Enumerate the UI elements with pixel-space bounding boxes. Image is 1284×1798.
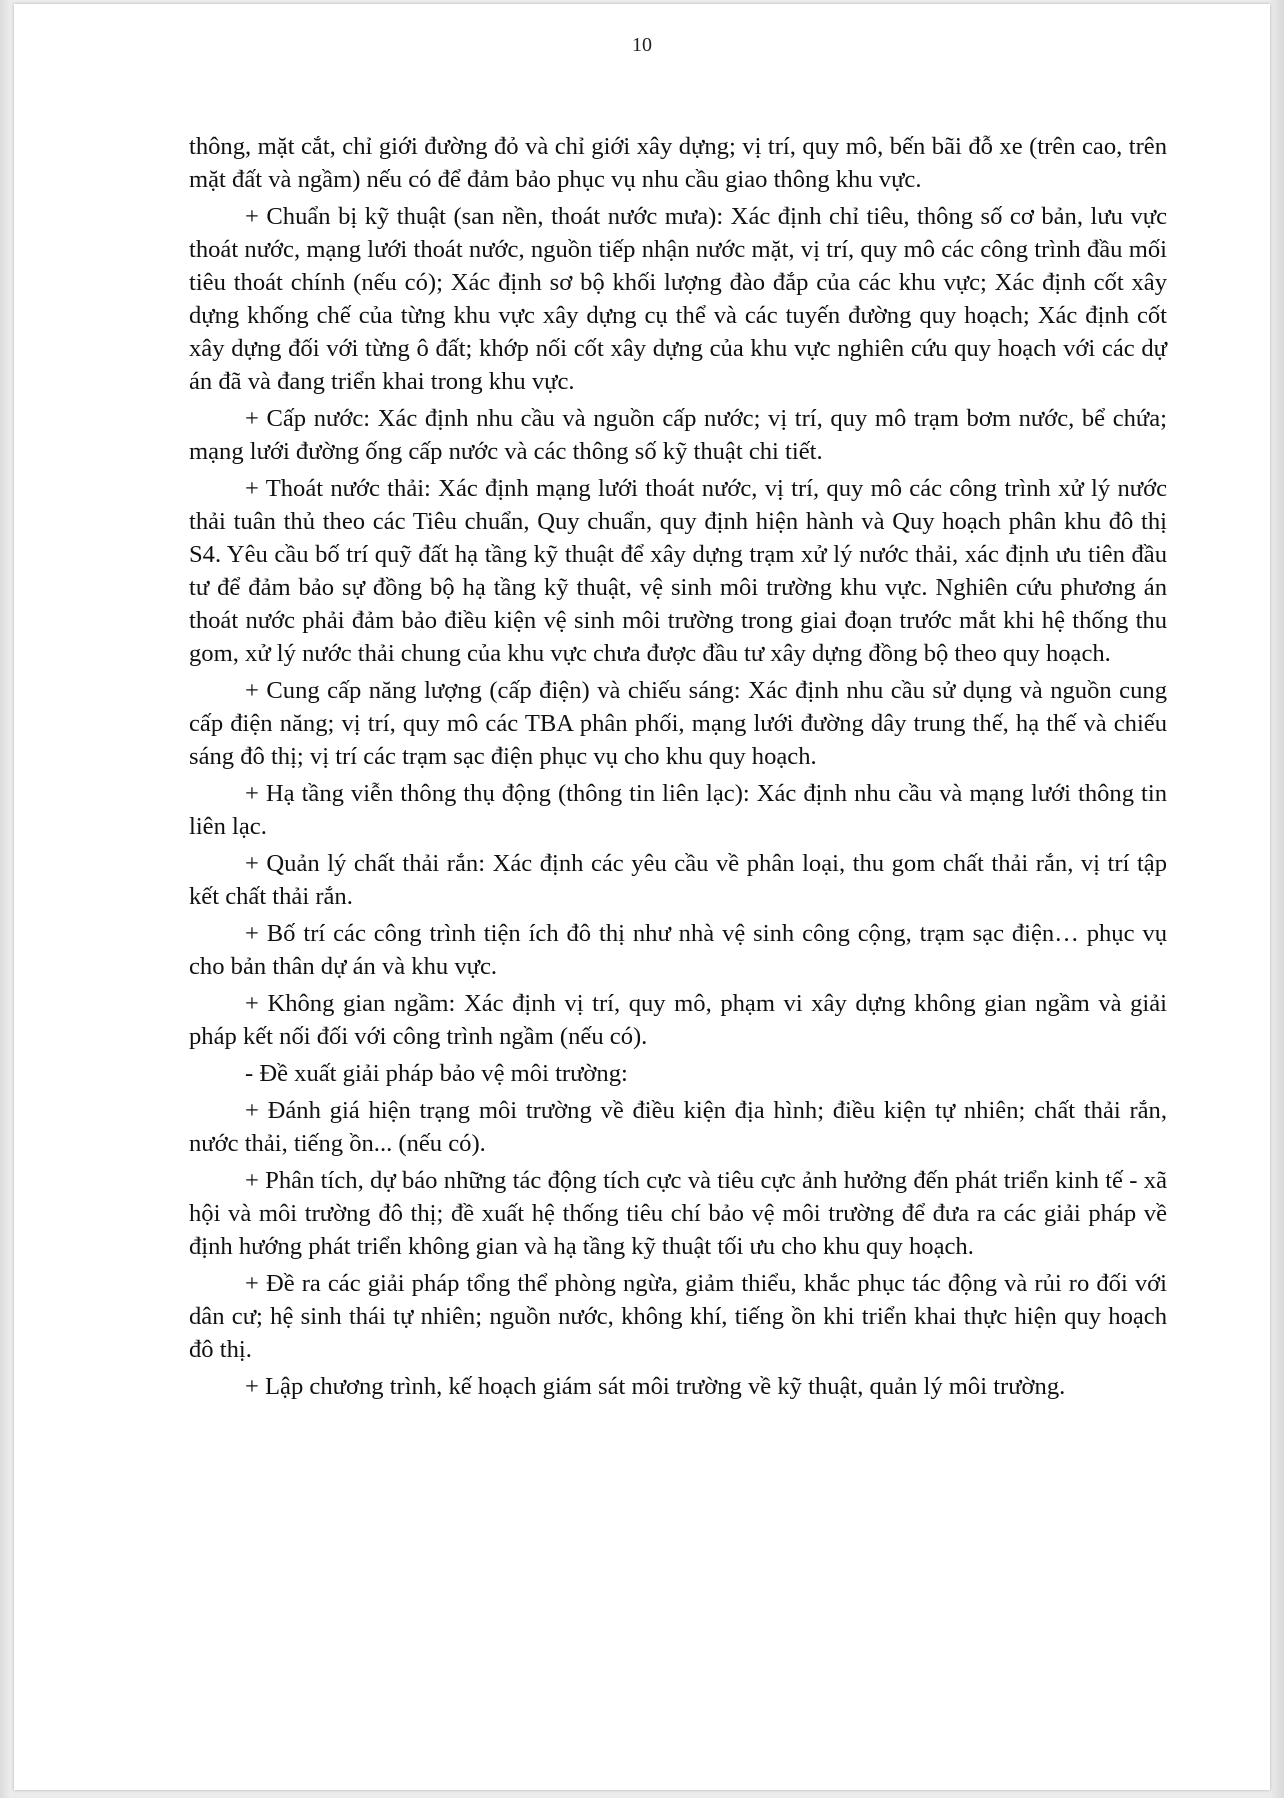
page-number: 10 (632, 34, 652, 56)
paragraph-urban-utilities: + Bố trí các công trình tiện ích đô thị như nhà vệ sinh công cộng, trạm sạc điện… phục vụ cho bản thân dự án và khu vực. (189, 920, 1167, 980)
paragraph-solid-waste: + Quản lý chất thải rắn: Xác định các yêu cầu về phân loại, thu gom chất thải rắn, vị trí tập kết chất thải rắn. (189, 850, 1167, 910)
paragraph-monitoring-plan: + Lập chương trình, kế hoạch giám sát môi trường về kỹ thuật, quản lý môi trường. (245, 1373, 1066, 1400)
paragraph-environment-assessment: + Đánh giá hiện trạng môi trường về điều kiện địa hình; điều kiện tự nhiên; chất thải rắn, nước thải, tiếng ồn... (nếu có). (189, 1097, 1167, 1157)
paragraph-transport-continued: thông, mặt cắt, chỉ giới đường đỏ và chỉ giới xây dựng; vị trí, quy mô, bến bãi đỗ xe (trên cao, trên mặt đất và ngầm) nếu có để đảm bảo phục vụ nhu cầu giao thông khu vực. (189, 133, 1167, 193)
document-page (14, 4, 1270, 1790)
paragraph-impact-analysis: + Phân tích, dự báo những tác động tích cực và tiêu cực ảnh hưởng đến phát triển kinh tế - xã hội và môi trường đô thị; đề xuất hệ thống tiêu chí bảo vệ môi trường để đưa ra các giải pháp về định hướng phát triển không gian và hạ tầng kỹ thuật tối ưu cho khu quy hoạch. (189, 1167, 1167, 1260)
paragraph-water-supply: + Cấp nước: Xác định nhu cầu và nguồn cấp nước; vị trí, quy mô trạm bơm nước, bể chứa; mạng lưới đường ống cấp nước và các thông số kỹ thuật chi tiết. (189, 405, 1167, 465)
paragraph-energy-lighting: + Cung cấp năng lượng (cấp điện) và chiếu sáng: Xác định nhu cầu sử dụng và nguồn cung cấp điện năng; vị trí, quy mô các TBA phân phối, mạng lưới đường dây trung thế, hạ thế và chiếu sáng đô thị; vị trí các trạm sạc điện phục vụ cho khu quy hoạch. (189, 677, 1167, 770)
paragraph-environment-heading: - Đề xuất giải pháp bảo vệ môi trường: (245, 1060, 628, 1087)
paragraph-prevention-solutions: + Đề ra các giải pháp tổng thể phòng ngừa, giảm thiểu, khắc phục tác động và rủi ro đối với dân cư; hệ sinh thái tự nhiên; nguồn nước, không khí, tiếng ồn khi triển khai thực hiện quy hoạch đô thị. (189, 1270, 1167, 1363)
paragraph-wastewater-drainage: + Thoát nước thải: Xác định mạng lưới thoát nước, vị trí, quy mô các công trình xử lý nước thải tuân thủ theo các Tiêu chuẩn, Quy chuẩn, quy định hiện hành và Quy hoạch phân khu đô thị S4. Yêu cầu bố trí quỹ đất hạ tầng kỹ thuật để xây dựng trạm xử lý nước thải, xác định ưu tiên đầu tư để đảm bảo sự đồng bộ hạ tầng kỹ thuật, vệ sinh môi trường khu vực. Nghiên cứu phương án thoát nước phải đảm bảo điều kiện vệ sinh môi trường trong giai đoạn trước mắt khi hệ thống thu gom, xử lý nước thải chung của khu vực chưa được đầu tư xây dựng đồng bộ theo quy hoạch. (189, 475, 1167, 667)
paragraph-technical-preparation: + Chuẩn bị kỹ thuật (san nền, thoát nước mưa): Xác định chỉ tiêu, thông số cơ bản, lưu vực thoát nước, mạng lưới thoát nước, nguồn tiếp nhận nước mặt, vị trí, quy mô các công trình đầu mối tiêu thoát chính (nếu có); Xác định sơ bộ khối lượng đào đắp của các khu vực; Xác định cốt xây dựng khống chế của từng khu vực xây dựng cụ thể và các tuyến đường quy hoạch; Xác định cốt xây dựng đối với từng ô đất; khớp nối cốt xây dựng của khu vực nghiên cứu quy hoạch với các dự án đã và đang triển khai trong khu vực. (189, 203, 1167, 395)
paragraph-telecom: + Hạ tầng viễn thông thụ động (thông tin liên lạc): Xác định nhu cầu và mạng lưới thông tin liên lạc. (189, 780, 1167, 840)
document-body (189, 130, 1167, 1407)
paragraph-underground-space: + Không gian ngầm: Xác định vị trí, quy mô, phạm vi xây dựng không gian ngầm và giải pháp kết nối đối với công trình ngầm (nếu có). (189, 990, 1167, 1050)
